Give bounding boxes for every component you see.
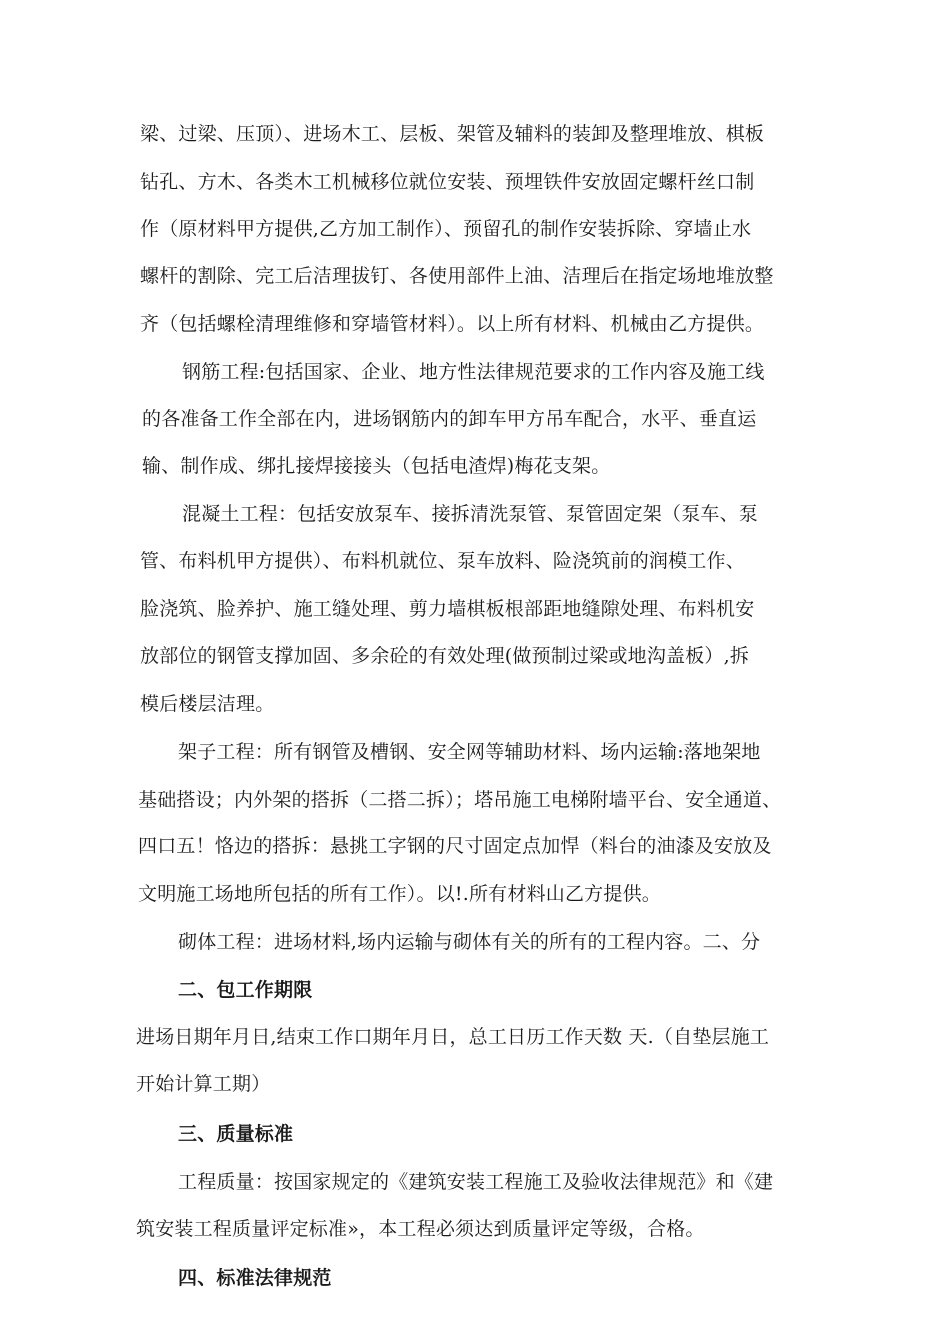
text-line: 螺杆的割除、完工后洁理拔钉、各使用部件上油、洁理后在指定场地堆放整: [140, 265, 774, 287]
text-line: 脸浇筑、脸养护、施工缝处理、剪力墙棋板根部距地缝隙处理、布料机安: [140, 598, 755, 620]
text-line: 四口五！恪边的搭拆：悬挑工字钢的尺寸固定点加悍（料台的油漆及安放及: [138, 835, 772, 857]
text-line: 齐（包括螺栓清理维修和穿墙管材料）。以上所有材料、机械由乙方提供。: [140, 313, 765, 335]
text-line: 钻孔、方木、各类木工机械移位就位安装、预埋铁件安放固定螺杆丝口制: [140, 171, 755, 193]
text-line: 开始计算工期）: [136, 1073, 271, 1095]
paragraph-start-line: 工程质量：按国家规定的《建筑安装工程施工及验收法律规范》和《建: [178, 1171, 774, 1193]
text-line: 作（原材料甲方提供,乙方加工制作）、预留孔的制作安装拆除、穿墙止水: [140, 218, 752, 240]
text-line: 文明施工场地所包括的所有工作）。以!.所有材料山乙方提供。: [138, 883, 661, 905]
text-line: 进场日期年月日,结束工作口期年月日，总工日历工作天数 天.（自垫层施工: [136, 1026, 770, 1048]
text-line: 筑安装工程质量评定标准»，本工程必须达到质量评定等级，合格。: [136, 1218, 705, 1240]
paragraph-start-line: 钢筋工程:包括国家、企业、地方性法律规范要求的工作内容及施工线: [182, 361, 765, 383]
text-line: 的各准备工作全部在内，进场钢筋内的卸车甲方吊车配合，水平、垂直运: [142, 408, 757, 430]
section-heading: 三、质量标准: [178, 1123, 294, 1145]
text-line: 放部位的钢管支撑加固、多余砼的有效处理(做预制过梁或地沟盖板）,拆: [140, 645, 750, 667]
section-heading: 二、包工作期限: [178, 979, 313, 1001]
paragraph-start-line: 砌体工程：进场材料,场内运输与砌体有关的所有的工程内容。二、分: [178, 931, 761, 953]
text-line: 梁、过梁、压顶）、进场木工、层板、架管及辅料的装卸及整理堆放、棋板: [140, 123, 765, 145]
section-heading: 四、标准法律规范: [178, 1267, 332, 1289]
text-line: 管、布料机甲方提供）、布料机就位、泵车放料、险浇筑前的润模工作、: [140, 550, 745, 572]
paragraph-start-line: 架子工程：所有钢管及槽钢、安全网等辅助材料、场内运输:落地架地: [178, 741, 761, 763]
text-line: 模后楼层洁理。: [140, 693, 275, 715]
text-line: 输、制作成、绑扎接焊接接头（包括电渣焊)梅花支架。: [142, 455, 611, 477]
paragraph-start-line: 混凝土工程：包括安放泵车、接拆清洗泵管、泵管固定架（泵车、泵: [182, 503, 759, 525]
text-line: 基础搭设；内外架的搭拆（二搭二拆）；塔吊施工电梯附墙平台、安全通道、: [138, 789, 782, 811]
